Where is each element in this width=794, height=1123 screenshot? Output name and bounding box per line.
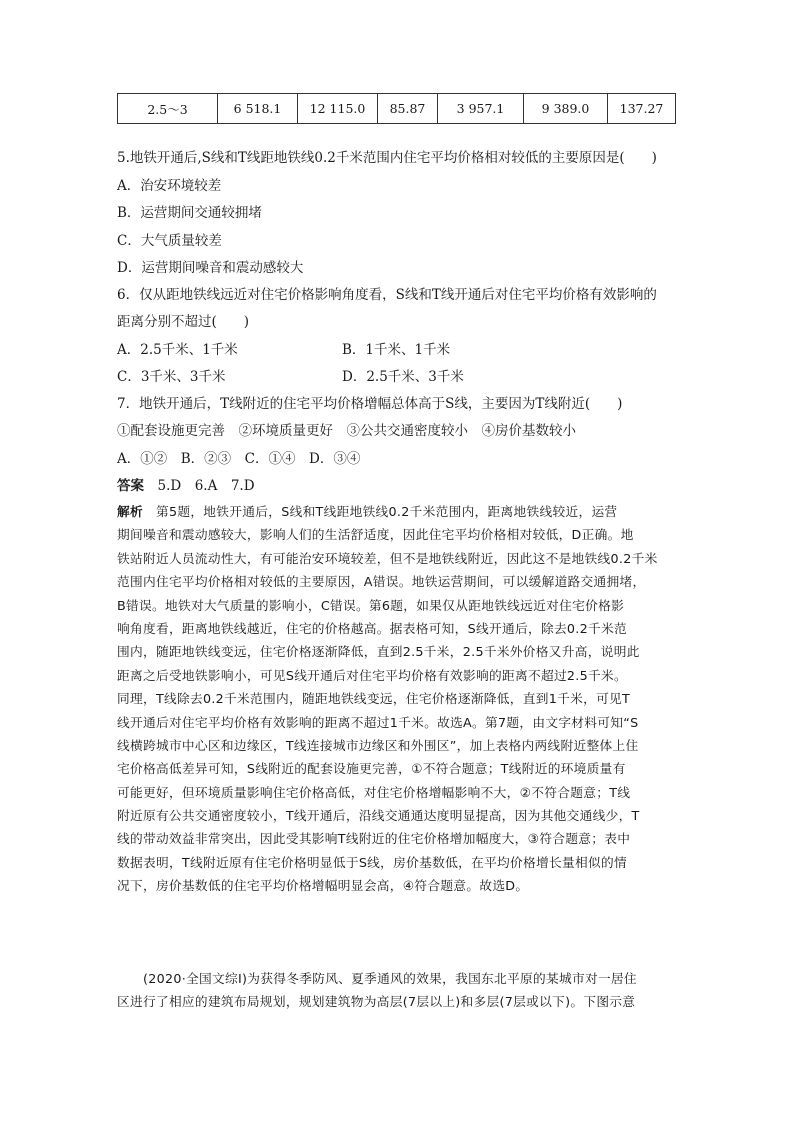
analysis-line: 响角度看，距离地铁线越近，住宅的价格越高。据表格可知，S线开通后，除去0.2千米范 bbox=[117, 620, 627, 636]
analysis-line: 线的带动效益非常突出，因此受其影响T线附近的住宅价格增加幅度大，③符合题意；表中 bbox=[117, 831, 631, 847]
analysis-line: 距离之后受地铁影响小，可见S线开通后对住宅平均价格有效影响的距离不超过2.5千米。 bbox=[117, 667, 627, 683]
question-6-option-c: C．3千米、3千米 bbox=[117, 369, 226, 385]
question-5-option-b: B．运营期间交通较拥堵 bbox=[117, 205, 262, 221]
question-6-option-a: A．2.5千米、1千米 bbox=[117, 342, 238, 358]
analysis-line: 附近原有公共交通密度较小，T线开通后，沿线交通通达度明显提高，因为其他交通线少，T bbox=[117, 808, 640, 824]
next-material-line: (2020·全国文综Ⅰ)为获得冬季防风、夏季通风的效果，我国东北平原的某城市对一居住 bbox=[117, 971, 637, 986]
analysis-line: B错误。地铁对大气质量的影响小，C错误。第6题，如果仅从距地铁线远近对住宅价格影 bbox=[117, 597, 625, 613]
question-6-option-b: B．1千米、1千米 bbox=[342, 342, 451, 358]
table-cell: 137.27 bbox=[608, 94, 676, 124]
question-5-option-c: C．大气质量较差 bbox=[117, 233, 222, 249]
question-7-options: A．①② B．②③ C．①④ D．③④ bbox=[117, 451, 361, 467]
analysis-line: 线开通后对住宅平均价格有效影响的距离不超过1千米。故选A。第7题，由文字材料可知“S bbox=[117, 714, 639, 730]
table-row bbox=[118, 94, 676, 124]
analysis-block bbox=[117, 500, 677, 898]
table-cell: 85.87 bbox=[378, 94, 438, 124]
analysis-line: 期间噪音和震动感较大，影响人们的生活舒适度，因此住宅平均价格相对较低，D正确。地 bbox=[117, 527, 634, 543]
price-table bbox=[117, 93, 676, 124]
table-cell: 3 957.1 bbox=[438, 94, 524, 124]
analysis-line: 解析 第5题，地铁开通后，S线和T线距地铁线0.2千米范围内，距离地铁线较近，运营 bbox=[117, 504, 618, 519]
analysis-line: 围内，随距地铁线变远，住宅价格逐渐降低，直到2.5千米，2.5千米外价格又升高，说明此 bbox=[117, 644, 640, 660]
question-5-option-d: D．运营期间噪音和震动感较大 bbox=[117, 260, 304, 276]
analysis-label: 解析 bbox=[117, 504, 143, 519]
question-5-option-a: A．治安环境较差 bbox=[117, 178, 222, 194]
answer-label: 答案 bbox=[117, 478, 144, 494]
answer-line bbox=[117, 476, 255, 496]
next-material-block bbox=[117, 967, 677, 1014]
question-6-option-d: D．2.5千米、3千米 bbox=[342, 369, 464, 385]
analysis-line: 线横跨城市中心区和边缘区，T线连接城市边缘区和外围区”，加上表格内两线附近整体上住 bbox=[117, 737, 639, 753]
question-7-stem: 7．地铁开通后，T线附近的住宅平均价格增幅总体高于S线，主要因为T线附近( ) bbox=[117, 396, 623, 412]
question-7-choices: ①配套设施更完善 ②环境质量更好 ③公共交通密度较小 ④房价基数较小 bbox=[117, 423, 576, 439]
question-6-stem-line1: 6．仅从距地铁线远近对住宅价格影响角度看，S线和T线开通后对住宅平均价格有效影响的 bbox=[117, 287, 657, 303]
table-cell: 9 389.0 bbox=[524, 94, 608, 124]
analysis-line: 可能更好，但环境质量影响住宅价格高低，对住宅价格增幅影响不大，②不符合题意；T线 bbox=[117, 784, 631, 800]
question-5-stem: 5.地铁开通后,S线和T线距地铁线0.2千米范围内住宅平均价格相对较低的主要原因是( ) bbox=[117, 150, 657, 166]
analysis-line: 宅价格高低差异可知，S线附近的配套设施更完善，①不符合题意；T线附近的环境质量有 bbox=[117, 761, 626, 777]
analysis-line: 数据表明，T线附近原有住宅价格明显低于S线，房价基数低，在平均价格增长量相似的情 bbox=[117, 854, 627, 870]
analysis-line: 同理，T线除去0.2千米范围内，随距地铁线变远，住宅价格逐渐降低，直到1千米，可见T bbox=[117, 691, 631, 707]
question-6-stem-line2: 距离分别不超过( ) bbox=[117, 314, 250, 330]
analysis-line: 范围内住宅平均价格相对较低的主要原因，A错误。地铁运营期间，可以缓解道路交通拥堵， bbox=[117, 574, 646, 590]
analysis-line: 况下，房价基数低的住宅平均价格增幅明显会高，④符合题意。故选D。 bbox=[117, 878, 529, 894]
table-cell: 6 518.1 bbox=[218, 94, 298, 124]
table-cell: 2.5～3 bbox=[118, 94, 218, 124]
analysis-line: 铁站附近人员流动性大，有可能治安环境较差，但不是地铁线附近，因此这不是地铁线0.2千米 bbox=[117, 550, 658, 566]
answer-text: 5.D 6.A 7.D bbox=[144, 478, 255, 494]
table-cell: 12 115.0 bbox=[298, 94, 378, 124]
next-material-line: 区进行了相应的建筑布局规划，规划建筑物为高层(7层以上)和多层(7层或以下)。下图示意 bbox=[117, 994, 636, 1010]
